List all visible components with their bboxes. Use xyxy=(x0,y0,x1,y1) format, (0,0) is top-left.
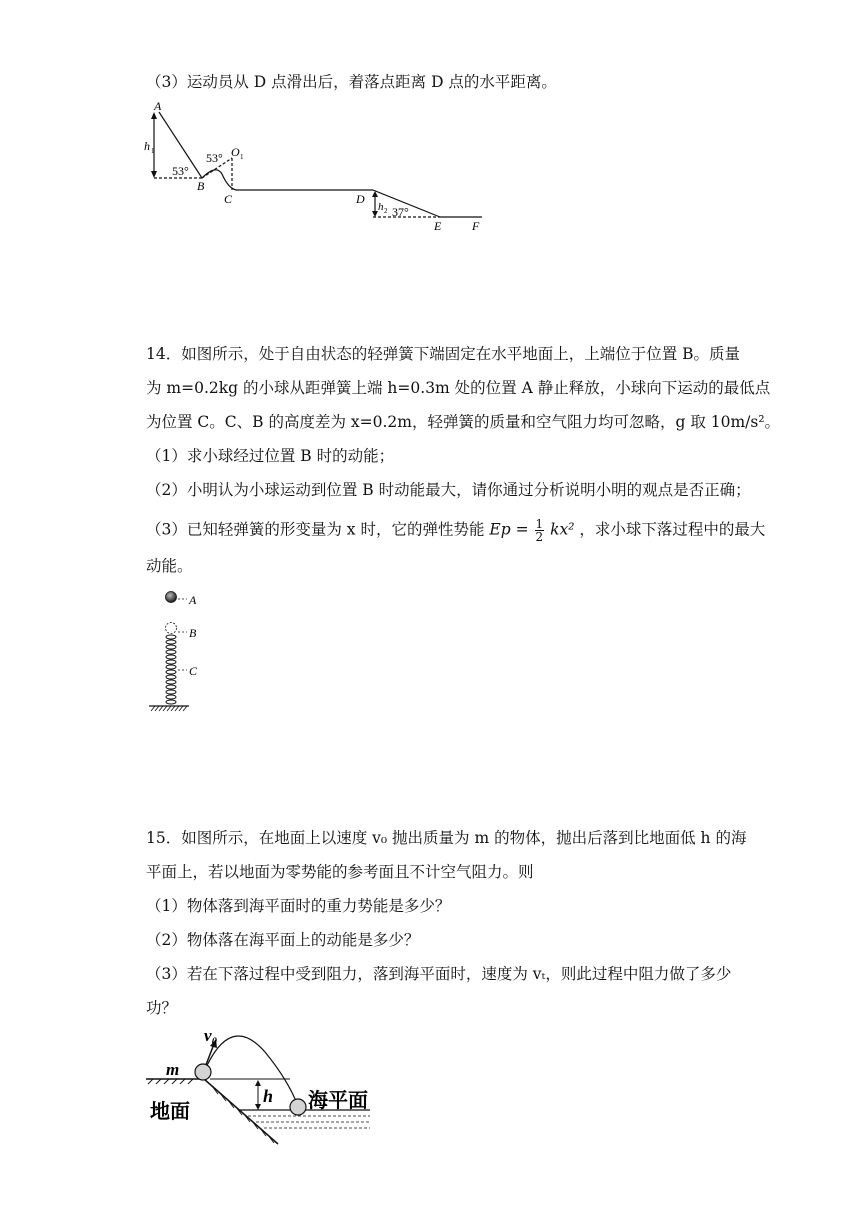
label-d: D xyxy=(356,192,365,206)
ski-track-figure xyxy=(140,100,500,235)
q14-part3-cont: 动能。 xyxy=(146,557,193,575)
label-sea-level: 海平面 xyxy=(308,1090,368,1112)
label-f: F xyxy=(472,219,480,233)
q15-part3-cont: 功？ xyxy=(146,999,178,1017)
label-m: m xyxy=(166,1060,180,1079)
label-v0: v₀ xyxy=(204,1026,218,1045)
q15-part1: （1）物体落到海平面时的重力势能是多少？ xyxy=(146,897,451,915)
label-b: B xyxy=(189,626,197,640)
ball-icon xyxy=(166,592,177,603)
q14-formula-fraction xyxy=(535,518,545,543)
ball-start-icon xyxy=(195,1064,211,1080)
q15-line1: 15．如图所示，在地面上以速度 v₀ 抛出质量为 m 的物体，抛出后落到比地面低 h 的海 xyxy=(146,829,747,847)
label-angle-53-top: 53° xyxy=(206,151,223,165)
q14-part3-text-b: ，求小球下落过程中的最大 xyxy=(579,520,766,539)
q14-frac-den: 2 xyxy=(535,530,544,544)
q15-part3: （3）若在下落过程中受到阻力，落到海平面时，速度为 vₜ，则此过程中阻力做了多少 xyxy=(146,965,732,983)
q14-line3: 为位置 C。C、B 的高度差为 x=0.2m，轻弹簧的质量和空气阻力均可忽略，g 取 10m/s²。 xyxy=(146,413,781,431)
q14-formula-lhs: Ep = xyxy=(489,520,529,539)
label-angle-37: 37° xyxy=(392,205,409,219)
spring-icon xyxy=(166,635,176,704)
spring-figure xyxy=(145,585,215,715)
q13-part3: （3）运动员从 D 点滑出后，着落点距离 D 点的水平距离。 xyxy=(146,73,557,91)
q15-line2: 平面上，若以地面为零势能的参考面且不计空气阻力。则 xyxy=(146,863,534,881)
label-o1-sub: 1 xyxy=(240,153,244,161)
q15-part2: （2）物体落在海平面上的动能是多少？ xyxy=(146,931,420,949)
label-h1: h xyxy=(144,139,150,153)
label-o1: O xyxy=(231,145,240,159)
q14-formula-rhs: kx² xyxy=(550,520,575,539)
ball-end-icon xyxy=(290,1099,306,1115)
label-h: h xyxy=(263,1086,274,1106)
label-ground: 地面 xyxy=(150,1101,190,1123)
q14-line2: 为 m=0.2kg 的小球从距弹簧上端 h=0.3m 处的位置 A 静止释放，小球向下运动的最低点 xyxy=(146,379,771,397)
label-e: E xyxy=(434,219,442,233)
q14-frac-num: 1 xyxy=(535,517,544,531)
label-c: C xyxy=(224,192,233,206)
label-c: C xyxy=(189,664,198,678)
label-a: A xyxy=(189,593,197,607)
label-h2-sub: 2 xyxy=(384,207,388,215)
label-angle-53-left: 53° xyxy=(172,164,189,178)
q14-part2: （2）小明认为小球运动到位置 B 时动能最大，请你通过分析说明小明的观点是否正确； xyxy=(146,481,751,499)
label-a: A xyxy=(154,100,162,113)
q14-line1: 14．如图所示，处于自由状态的轻弹簧下端固定在水平地面上，上端位于位置 B。质量 xyxy=(146,345,741,363)
projectile-figure xyxy=(140,1022,390,1157)
label-b: B xyxy=(197,179,205,193)
label-h2: h xyxy=(378,201,384,213)
q14-part3 xyxy=(146,518,765,543)
q14-part3-text-a: （3）已知轻弹簧的形变量为 x 时，它的弹性势能 xyxy=(146,520,485,539)
ball-outline-icon xyxy=(166,623,177,634)
label-h1-sub: 1 xyxy=(151,147,155,155)
q14-part1: （1）求小球经过位置 B 时的动能； xyxy=(146,447,395,465)
